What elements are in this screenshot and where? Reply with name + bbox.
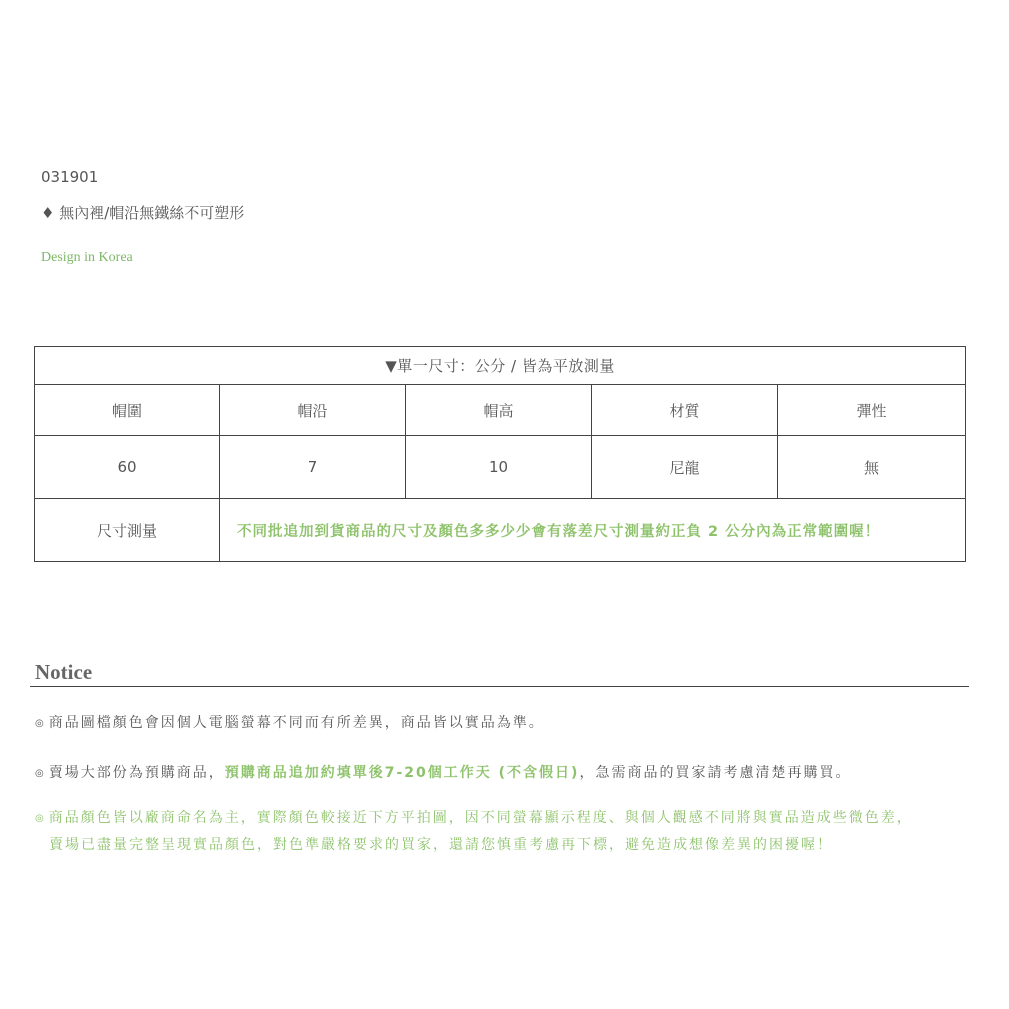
value-material: 尼龍 [592,436,778,499]
bullet-icon: ◎ [35,813,44,824]
size-table [34,346,966,562]
notice-text: 商品圖檔顏色會因個人電腦螢幕不同而有所差異，商品皆以實品為準。 [48,715,545,731]
bullet-icon: ◎ [35,768,44,779]
notice-text: 賣場大部份為預購商品， [48,765,225,781]
product-feature: ♦ 無內裡/帽沿無鐵絲不可塑形 [41,204,245,222]
column-header-material: 材質 [592,385,778,436]
origin-label: Design in Korea [41,250,133,265]
column-header-height: 帽高 [406,385,592,436]
column-header-circumference: 帽圍 [35,385,220,436]
measure-note: 不同批追加到貨商品的尺寸及顏色多多少少會有落差尺寸測量約正負 2 公分內為正常範圍喔！ [220,499,966,562]
notice-title: Notice [35,660,93,684]
product-code: 031901 [41,168,99,186]
notice-highlight: 預購商品追加約填單後7-20個工作天 (不含假日) [224,765,580,781]
value-circumference: 60 [35,436,220,499]
column-header-brim: 帽沿 [220,385,406,436]
value-brim: 7 [220,436,406,499]
notice-text: 商品顏色皆以廠商命名為主，實際顏色較接近下方平拍圖，因不同螢幕顯示程度、與個人觀感不同將與實品造成些微色差， [48,810,913,826]
notice-line [35,805,913,832]
size-table-value-row [35,436,966,499]
notice-item [35,760,851,787]
size-table-measure-row [35,499,966,562]
notice-divider [30,686,969,687]
notice-item [35,710,545,737]
value-height: 10 [406,436,592,499]
size-table-title-row [35,347,966,385]
size-table-header-row [35,385,966,436]
notice-text: 賣場已盡量完整呈現實品顏色，對色準嚴格要求的買家，還請您慎重考慮再下標，避免造成想像差異的困擾喔！ [49,837,833,853]
notice-item [35,805,913,858]
column-header-elasticity: 彈性 [778,385,966,436]
notice-text: ，急需商品的買家請考慮清楚再購買。 [579,765,852,781]
size-table-title: ▼單一尺寸：公分 / 皆為平放測量 [35,347,966,385]
measure-label: 尺寸測量 [35,499,220,562]
value-elasticity: 無 [778,436,966,499]
bullet-icon: ◎ [35,718,44,729]
